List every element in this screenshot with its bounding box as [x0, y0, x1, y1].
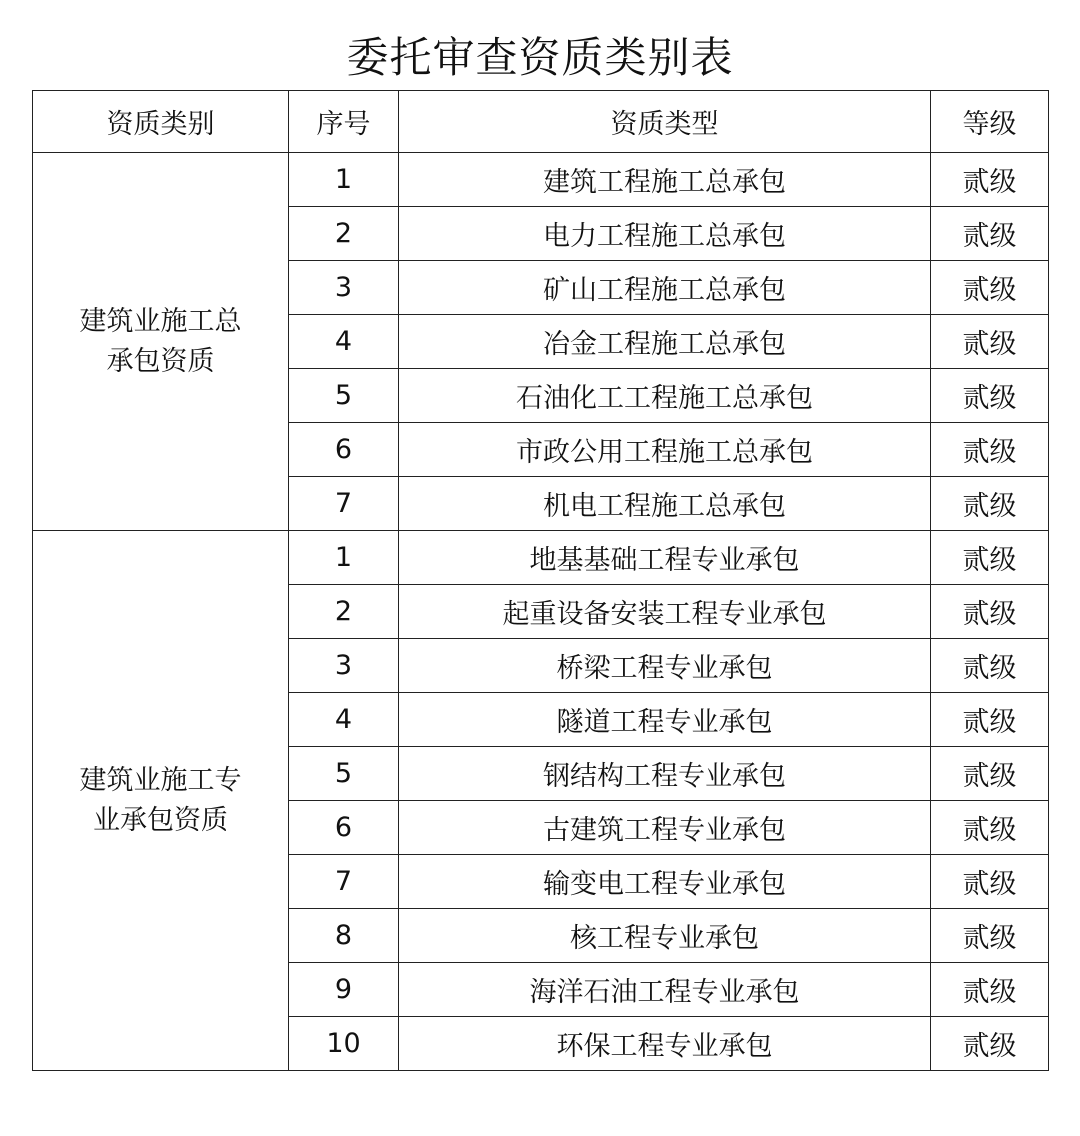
qualification-level: 贰级 [931, 153, 1049, 207]
qualification-level: 贰级 [931, 909, 1049, 963]
category-label: 建筑业施工总承包资质 [79, 305, 242, 377]
category-cell [33, 153, 289, 531]
qualification-level: 贰级 [931, 477, 1049, 531]
qualification-type: 桥梁工程专业承包 [399, 639, 931, 693]
row-index: 6 [289, 423, 399, 477]
table-body [33, 153, 1049, 1071]
row-index: 6 [289, 801, 399, 855]
qualification-type: 海洋石油工程专业承包 [399, 963, 931, 1017]
qualification-level: 贰级 [931, 747, 1049, 801]
qualification-level: 贰级 [931, 531, 1049, 585]
qualification-type: 矿山工程施工总承包 [399, 261, 931, 315]
qualification-type: 隧道工程专业承包 [399, 693, 931, 747]
row-index: 3 [289, 639, 399, 693]
row-index: 1 [289, 531, 399, 585]
qualification-type: 电力工程施工总承包 [399, 207, 931, 261]
qualification-type: 地基基础工程专业承包 [399, 531, 931, 585]
row-index: 7 [289, 477, 399, 531]
qualification-level: 贰级 [931, 315, 1049, 369]
row-index: 8 [289, 909, 399, 963]
row-index: 4 [289, 693, 399, 747]
row-index: 5 [289, 747, 399, 801]
qualification-type: 冶金工程施工总承包 [399, 315, 931, 369]
table-row [33, 531, 1049, 585]
qualification-type: 机电工程施工总承包 [399, 477, 931, 531]
qualification-level: 贰级 [931, 261, 1049, 315]
qualification-level: 贰级 [931, 855, 1049, 909]
row-index: 1 [289, 153, 399, 207]
table-row [33, 153, 1049, 207]
row-index: 3 [289, 261, 399, 315]
qualification-type: 核工程专业承包 [399, 909, 931, 963]
table-header-row [33, 91, 1049, 153]
qualification-level: 贰级 [931, 1017, 1049, 1071]
qualification-level: 贰级 [931, 693, 1049, 747]
header-type: 资质类型 [399, 91, 931, 153]
row-index: 10 [289, 1017, 399, 1071]
category-label: 建筑业施工专业承包资质 [79, 764, 242, 836]
qualification-level: 贰级 [931, 801, 1049, 855]
qualification-level: 贰级 [931, 423, 1049, 477]
qualification-type: 输变电工程专业承包 [399, 855, 931, 909]
qualification-level: 贰级 [931, 639, 1049, 693]
qualification-type: 起重设备安装工程专业承包 [399, 585, 931, 639]
qualification-level: 贰级 [931, 585, 1049, 639]
row-index: 2 [289, 207, 399, 261]
qualification-level: 贰级 [931, 207, 1049, 261]
category-cell [33, 531, 289, 1071]
qualification-level: 贰级 [931, 963, 1049, 1017]
header-category: 资质类别 [33, 91, 289, 153]
row-index: 9 [289, 963, 399, 1017]
qualification-type: 石油化工工程施工总承包 [399, 369, 931, 423]
page-title: 委托审查资质类别表 [346, 33, 734, 82]
row-index: 2 [289, 585, 399, 639]
row-index: 5 [289, 369, 399, 423]
row-index: 7 [289, 855, 399, 909]
qualification-type: 市政公用工程施工总承包 [399, 423, 931, 477]
header-index: 序号 [289, 91, 399, 153]
qualification-type: 钢结构工程专业承包 [399, 747, 931, 801]
header-level: 等级 [931, 91, 1049, 153]
qualification-type: 古建筑工程专业承包 [399, 801, 931, 855]
qualification-type: 建筑工程施工总承包 [399, 153, 931, 207]
qualification-level: 贰级 [931, 369, 1049, 423]
qualification-type: 环保工程专业承包 [399, 1017, 931, 1071]
qualification-table [32, 90, 1049, 1071]
row-index: 4 [289, 315, 399, 369]
